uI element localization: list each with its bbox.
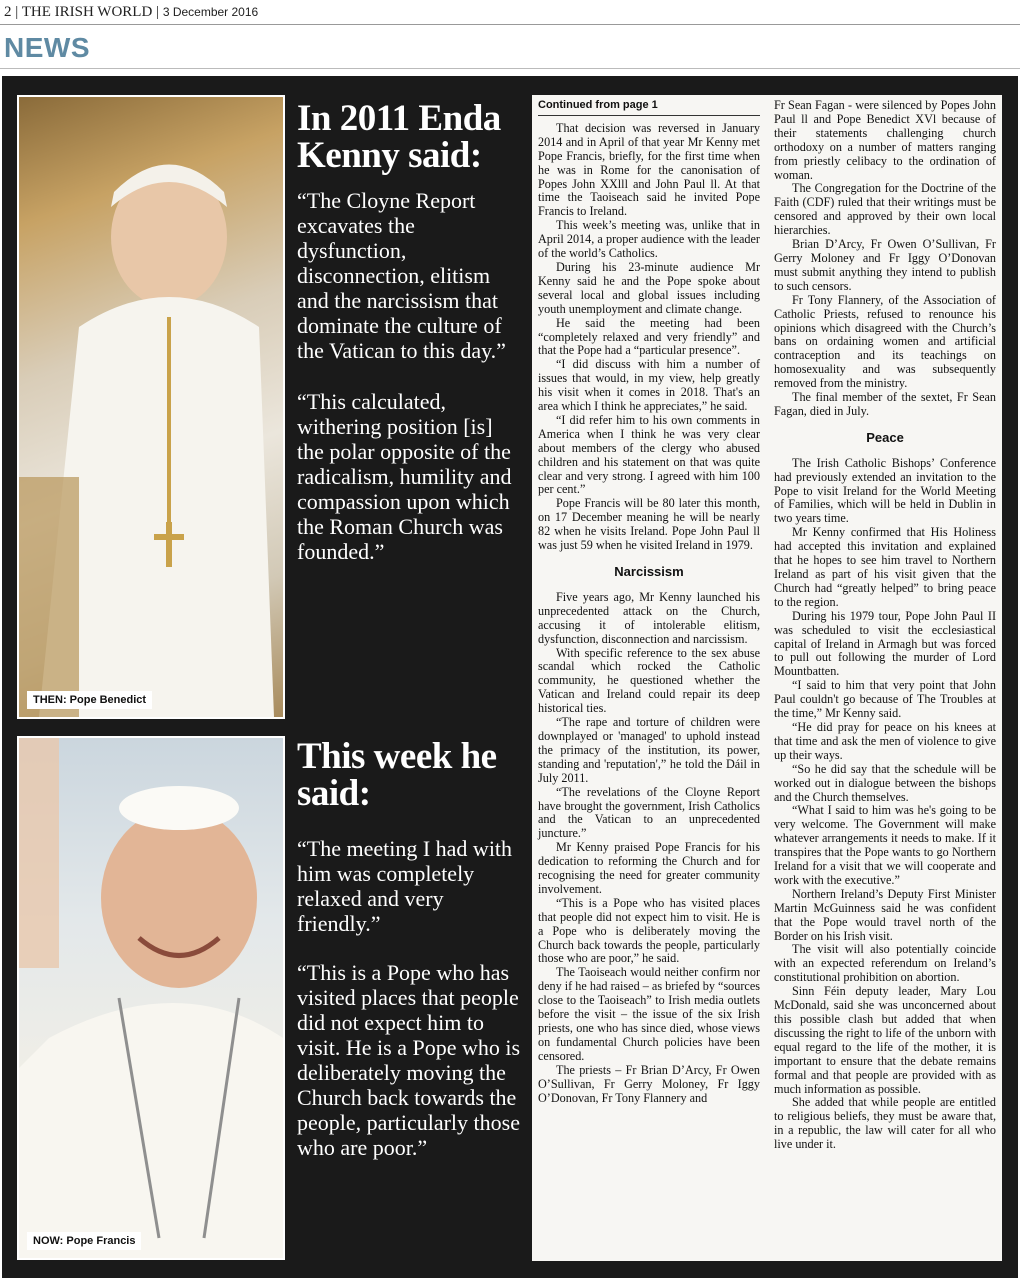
article-paragraph: The Irish Catholic Bishops’ Conference had previously extended an invitation to the Pope to visit Ireland for the World Meeting of Families, which will be held in Dublin in two years time. [774, 455, 996, 526]
article-paragraph: “The revelations of the Cloyne Report have brought the government, Irish Catholics and the Vatican to an unprecedented juncture.” [538, 784, 760, 841]
article-paragraph: He said the meeting had been “completely relaxed and very friendly” and that the Pope had a “particular presence”. [538, 315, 760, 358]
article-paragraph: With specific reference to the sex abuse scandal which rocked the Catholic community, he questioned whether the Vatican and Ireland could repair its deep historical ties. [538, 645, 760, 716]
article-paragraph: Brian D’Arcy, Fr Owen O’Sullivan, Fr Gerry Moloney and Fr Iggy O’Donovan must submit anything they intend to publish to such censors. [774, 237, 996, 293]
article-paragraph: Mr Kenny confirmed that His Holiness had accepted this invitation and explained that he hopes to see him travel to Northern Ireland as part of his visit given that the Church had “greatly helped” to bring peace to the region. [774, 525, 996, 609]
article-paragraph: The visit will also potentially coincide with an expected referendum on Ireland’s constitutional prohibition on abortion. [774, 942, 996, 985]
article-paragraph: Fr Tony Flannery, of the Association of Catholic Priests, refused to renounce his opinions which disagreed with the Church’s bans on ordaining women and artificial contraception and its teachings on homosexuality and was subsequently removed from the ministry. [774, 292, 996, 391]
article-paragraph: “The rape and torture of children were downplayed or 'managed' to uphold instead the primacy of the institution, its power, standing and 'reputation',” he told the Dáil in July 2011. [538, 715, 760, 785]
quote-block-this-week [297, 738, 523, 1160]
article-paragraph: The priests – Fr Brian D’Arcy, Fr Owen O’Sullivan, Fr Gerry Moloney, Fr Iggy O’Donovan, Fr Tony Flannery and [538, 1062, 760, 1105]
subhead-narcissism: Narcissism [614, 564, 684, 579]
article-column-2 [774, 99, 996, 1152]
pope-francis-photo [17, 736, 285, 1260]
article-paragraph: Northern Ireland’s Deputy First Minister Martin McGuinness said he was confident that the Pope would travel north of the Border on his Irish visit. [774, 886, 996, 943]
article-paragraph: “I did refer him to his own comments in America when I think he was very clear about members of the clergy who abused children and his statement on that was quite clear and very strong. I agreed with him 100 per cent.” [538, 412, 760, 497]
article-paragraph: That decision was reversed in January 2014 and in April of that year Mr Kenny met Pope Francis, briefly, for the first time when he was in Rome for the canonisation of Popes John XXlll and John Paul ll. At that time the Taoiseach said he invited Pope Francis to Ireland. [538, 120, 760, 219]
article-body [532, 95, 1002, 1261]
article-paragraph: Pope Francis will be 80 later this month, on 17 December meaning he will be nearly 82 when he visits Ireland. Pope John Paul ll was just 59 when he visited Ireland in 1979. [538, 496, 760, 553]
article-column-1 [538, 99, 760, 1105]
article-paragraph: “So he did say that the schedule will be worked out in dialogue between the bishops and the Church themselves. [774, 761, 996, 804]
publication-name: THE IRISH WORLD [21, 4, 153, 20]
heading-2011: In 2011 Enda Kenny said: [297, 98, 501, 176]
masthead-separator: | [15, 4, 19, 20]
article-paragraph: This week’s meeting was, unlike that in April 2014, a proper audience with the leader of the world’s Catholics. [538, 218, 760, 261]
article-paragraph: She added that while people are entitled to religious beliefs, they must be aware that, in a republic, the law will cater for all who live under it. [774, 1095, 996, 1152]
article-paragraph: Sinn Féin deputy leader, Mary Lou McDonald, said she was unconcerned about this possible clash but added that when discussing the right to life of the unborn with equal regard to the life of the mother, it is important to ensure that the debate remains formal and that people are provided with as much information as possible. [774, 984, 996, 1096]
pope-francis-figure [19, 738, 283, 1258]
section-rule [0, 68, 1020, 69]
pope-benedict-figure [19, 97, 283, 717]
article-paragraph: “He did pray for peace on his knees at that time and ask the men of violence to give up their ways. [774, 719, 996, 762]
heading-this-week: This week he said: [297, 736, 497, 814]
photo-caption-now: NOW: Pope Francis [27, 1232, 141, 1250]
quote-2011-cloyne: “The Cloyne Report excavates the dysfunction, disconnection, elitism and the narcissism that dominate the culture of the Vatican to this day.” [297, 188, 506, 363]
article-paragraph: “What I said to him was he's going to be very welcome. The Government will make whatever arrangements it needs to make. If it transpires that the Pope wants to go Northern Ireland for a visit that we will cooperate and work with the executive.” [774, 803, 996, 887]
page-number: 2 [4, 4, 12, 20]
article-paragraph: The Congregation for the Doctrine of the Faith (CDF) ruled that their writings must be censored and approved by their own local hierarchies. [774, 181, 996, 238]
article-paragraph: Mr Kenny praised Pope Francis for his dedication to reforming the Church and for recognising the need for greater community involvement. [538, 840, 760, 896]
article-paragraph: During his 23-minute audience Mr Kenny said he and the Pope spoke about several local and global issues including youth unemployment and climate change. [538, 259, 760, 316]
article-paragraph: “I did discuss with him a number of issues that would, in my view, help greatly his visit when it comes in 2018. That's an area which I think he appreciates,” he said. [538, 357, 760, 414]
continued-label: Continued from page 1 [538, 99, 760, 116]
article-paragraph: “This is a Pope who has visited places that people did not expect him to visit. He is a Pope who is deliberately moving the Church back towards the people, particularly those who are poor,” he said. [538, 895, 760, 966]
article-paragraph: The final member of the sextet, Fr Sean Fagan, died in July. [774, 390, 996, 418]
article-paragraph: Five years ago, Mr Kenny launched his unprecedented attack on the Church, accusing it of intolerable elitism, dysfunction, disconnection and narcissism. [538, 589, 760, 646]
section-label: NEWS [4, 32, 90, 63]
pope-benedict-photo [17, 95, 285, 719]
subhead-peace: Peace [866, 429, 904, 445]
photo-caption-then: THEN: Pope Benedict [27, 691, 152, 709]
article-paragraph: The Taoiseach would neither confirm nor deny if he had raised – as briefed by “sources close to the Taoiseach” to Irish media outlets before the visit – the issue of the six Irish priests, one who has since died, whose views on fundamental Church policies have been censored. [538, 965, 760, 1063]
article-paragraph: During his 1979 tour, Pope John Paul II was scheduled to visit the ecclesiastical capital of Ireland in Armagh but was forced to pull out following the murder of Lord Mountbatten. [774, 608, 996, 679]
masthead-rule [0, 24, 1020, 25]
quote-2011-position: “This calculated, withering position [is] the polar opposite of the radicalism, humility and compassion upon which the Roman Church was founded.” [297, 389, 512, 564]
quote-week-meeting: “The meeting I had with him was completely relaxed and very friendly.” [297, 836, 513, 936]
article-paragraph: “I said to him that very point that John Paul couldn't go because of The Troubles at the time,” Mr Kenny said. [774, 678, 996, 721]
article-paragraph: Fr Sean Fagan - were silenced by Popes John Paul ll and Pope Benedict XVl because of their statements challenging church orthodoxy on a number of matters ranging from priestly celibacy to the ordination of woman. [774, 98, 996, 182]
quote-week-pope: “This is a Pope who has visited places that people did not expect him to visit. He is a Pope who is deliberately moving the Church back towards the people, particularly those who are poor.” [297, 960, 521, 1160]
issue-date: 3 December 2016 [162, 5, 259, 19]
quote-block-2011 [297, 100, 523, 564]
masthead [4, 4, 258, 24]
masthead-separator: | [156, 4, 160, 20]
